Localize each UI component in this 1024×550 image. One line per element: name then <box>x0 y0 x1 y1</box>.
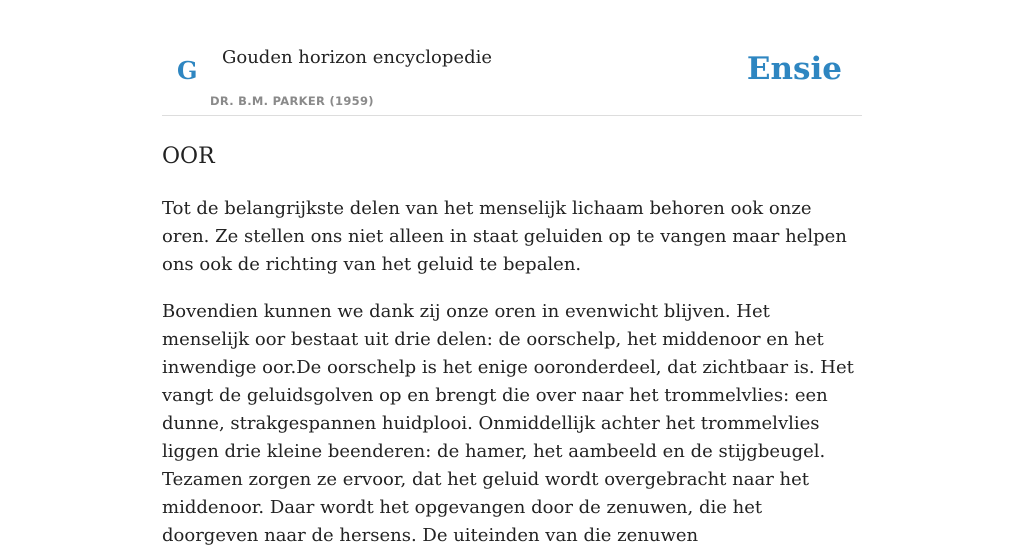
book-author: DR. B.M. PARKER (1959) <box>210 94 374 108</box>
entry-title: OOR <box>162 144 215 169</box>
book-header <box>162 0 862 116</box>
entry-paragraph: Tot de belangrijkste delen van het menselijk lichaam behoren ook onze oren. Ze stellen ons niet alleen in staat geluiden op te vangen maar helpen ons ook de richting van het geluid te bepalen. <box>162 198 847 275</box>
article-page <box>162 0 862 550</box>
book-title-link[interactable]: Gouden horizon encyclopedie <box>222 47 492 68</box>
book-logo-icon[interactable]: G <box>177 56 198 85</box>
entry-paragraph: Bovendien kunnen we dank zij onze oren in evenwicht blijven. Het menselijk oor bestaat uit drie delen: de oorschelp, het middenoor en het inwendige oor.De oorschelp is het enige ooronderdeel, dat zichtbaar is. Het vangt de geluidsgolven op en brengt die over naar het trommelvlies: een dunne, strakgespannen huidplooi. Onmiddellijk achter het trommelvlies liggen drie kleine beenderen: de hamer, het aambeeld en de stijgbeugel. Tezamen zorgen ze ervoor, dat het geluid wordt overgebracht naar het middenoor. Daar wordt het opgevangen door de zenuwen, die het doorgeven naar de hersens. De uiteinden van die zenuwen <box>162 301 854 546</box>
ensie-logo-link[interactable]: Ensie <box>746 51 842 87</box>
